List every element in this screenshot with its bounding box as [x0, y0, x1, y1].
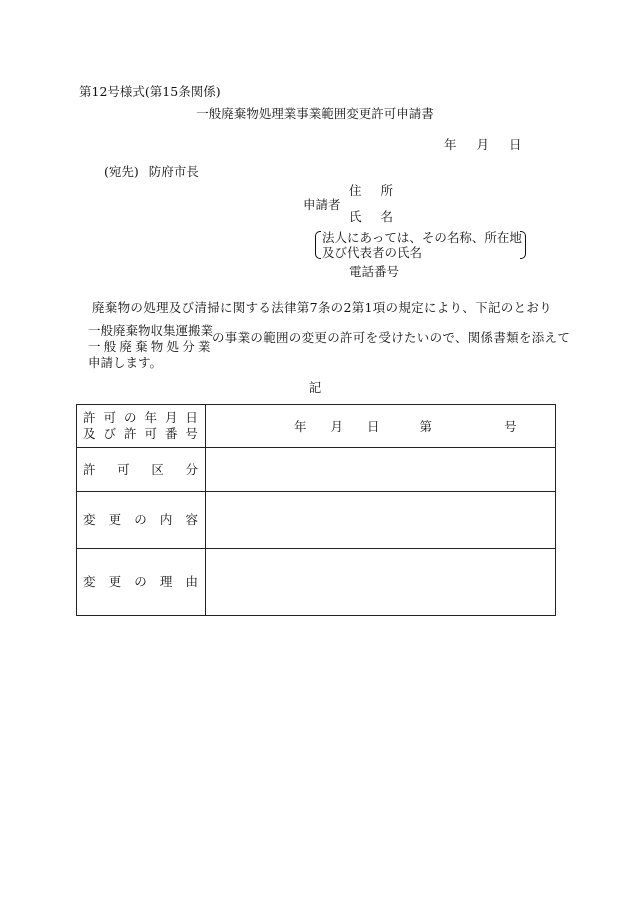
cell-go: 号 — [504, 419, 517, 434]
ki-heading: 記 — [308, 380, 322, 395]
addressee-name: 防府市長 — [148, 164, 199, 179]
left-bracket — [315, 231, 321, 259]
table-row — [77, 492, 556, 549]
phone-label: 電話番号 — [349, 264, 400, 279]
cell-dai: 第 — [419, 419, 433, 434]
table-row — [77, 405, 556, 448]
waste-type-disposal: 一般廃棄物処分業 — [88, 339, 214, 354]
row-label-permit-date-number: 許 可 の 年 月 日 及 び 許 可 番 号 — [77, 405, 206, 448]
body-line-1: 廃棄物の処理及び清掃に関する法律第7条の2第1項の規定により、下記のとおり — [92, 300, 552, 315]
date-year: 年 — [444, 137, 457, 152]
row-label-change-reason: 変 更 の 理 由 — [77, 549, 206, 616]
change-content-field[interactable] — [206, 492, 556, 549]
address-label-char: 所 — [380, 183, 394, 198]
permit-date-number-field[interactable] — [206, 405, 556, 448]
corp-note-line: 及び代表者の氏名 — [322, 245, 423, 260]
corp-note-line: 法人にあっては、その名称、所在地 — [322, 230, 522, 245]
permit-table — [76, 404, 556, 616]
row-label-change-content: 変 更 の 内 容 — [77, 492, 206, 549]
document-title: 一般廃棄物処理業事業範囲変更許可申請書 — [196, 106, 434, 121]
row-label-permit-category: 許 可 区 分 — [77, 448, 206, 492]
applicant-label: 申請者 — [303, 197, 341, 212]
name-label-char: 氏 — [349, 209, 362, 224]
date-day: 日 — [509, 137, 522, 152]
cell-day: 日 — [367, 419, 380, 434]
address-label-char: 住 — [349, 183, 362, 198]
body-line-3: 申請します。 — [88, 355, 163, 370]
change-reason-field[interactable] — [206, 549, 556, 616]
body-line-2: の事業の範囲の変更の許可を受けたいので、関係書類を添えて — [212, 330, 571, 345]
table-row — [77, 549, 556, 616]
name-label-char: 名 — [380, 209, 394, 224]
corporation-note — [315, 230, 522, 260]
waste-type-collection: 一般廃棄物収集運搬業 — [88, 323, 214, 338]
cell-month: 月 — [330, 419, 344, 434]
address-label — [349, 185, 393, 198]
addressee — [104, 166, 199, 179]
right-bracket — [520, 231, 526, 259]
addressee-prefix: (宛先) — [104, 164, 139, 179]
table-row — [77, 448, 556, 492]
form-number: 第12号様式(第15条関係) — [79, 84, 221, 99]
cell-year: 年 — [294, 419, 307, 434]
application-date — [444, 139, 522, 152]
name-label — [349, 211, 393, 224]
waste-business-types — [88, 323, 214, 355]
date-month: 月 — [476, 137, 490, 152]
permit-category-field[interactable] — [206, 448, 556, 492]
